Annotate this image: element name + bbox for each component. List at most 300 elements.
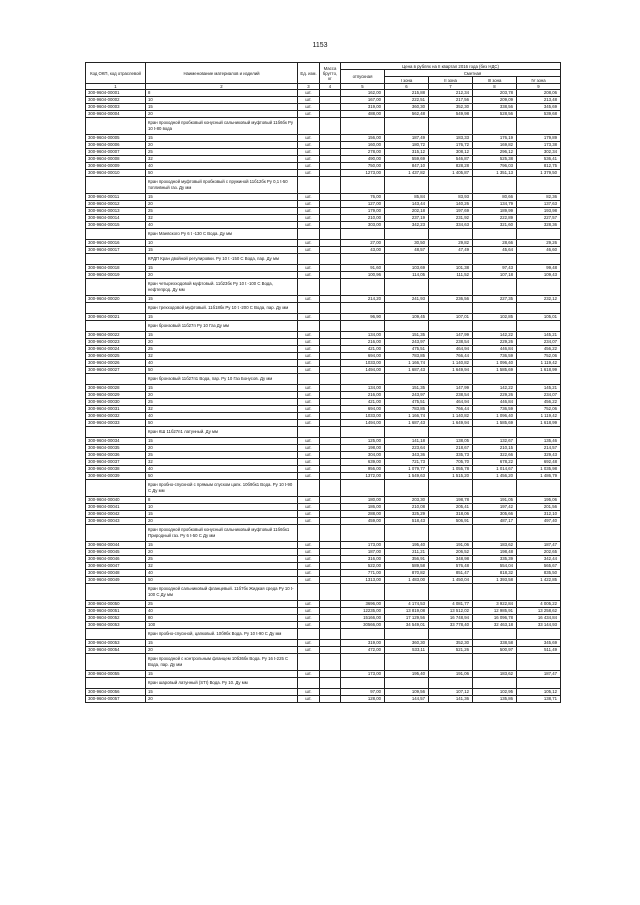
cell-code: 300-9604-00046 — [86, 556, 146, 563]
cell-unit: шт. — [298, 149, 320, 156]
cell-code: 300-9604-00027 — [86, 367, 146, 374]
cell-code: 300-9604-00051 — [86, 608, 146, 615]
cell-mass — [320, 563, 341, 570]
cell-zone3-price: 132,67 — [473, 438, 517, 445]
cell-zone1-price: 1 079,77 — [385, 466, 429, 473]
cell-zone4-price: 33 144,93 — [517, 622, 561, 629]
cell-size: 15 — [146, 438, 298, 445]
cell-code: 300-9604-00057 — [86, 696, 146, 703]
table-row — [86, 563, 561, 570]
cell-zone3-price: 678,22 — [473, 459, 517, 466]
cell-size: 15 — [146, 296, 298, 303]
cell-unit: шт. — [298, 473, 320, 480]
cell-size: 40 — [146, 413, 298, 420]
cell-zone3-price: 1 096,40 — [473, 413, 517, 420]
cell-release-price: 304,00 — [341, 452, 385, 459]
cell-zone4-price: 232,12 — [517, 296, 561, 303]
cell-unit: шт. — [298, 346, 320, 353]
cell-zone1-price: 1 687,43 — [385, 367, 429, 374]
cell-release-price: 1273,00 — [341, 170, 385, 177]
cell-unit: шт. — [298, 215, 320, 222]
cell-code: 300-9604-00035 — [86, 445, 146, 452]
cell-code: 300-9604-00005 — [86, 135, 146, 142]
cell-zone1-price: 215,88 — [385, 90, 429, 97]
cell-release-price: 173,00 — [341, 671, 385, 678]
cell-zone2-price: 546,87 — [429, 156, 473, 163]
table-row — [86, 549, 561, 556]
cell-release-price: 76,00 — [341, 194, 385, 201]
cell-zone2-price: 308,12 — [429, 149, 473, 156]
table-row — [86, 452, 561, 459]
section-description-row — [86, 654, 561, 671]
cell-unit: шт. — [298, 135, 320, 142]
cell-release-price: 97,00 — [341, 689, 385, 696]
cell-zone4-price: 187,47 — [517, 671, 561, 678]
cell-mass — [320, 97, 341, 104]
cell-zone1-price: 195,40 — [385, 542, 429, 549]
cell-size: 80 — [146, 615, 298, 622]
cell-zone2-price: 334,63 — [429, 222, 473, 229]
section-description-row — [86, 254, 561, 265]
cell-release-price: 316,00 — [341, 556, 385, 563]
cell-zone4-price: 511,49 — [517, 647, 561, 654]
col-number: 9 — [517, 84, 561, 90]
table-row — [86, 272, 561, 279]
cell-zone2-price: 1 140,82 — [429, 360, 473, 367]
cell-zone2-price: 197,69 — [429, 208, 473, 215]
cell-zone1-price: 202,18 — [385, 208, 429, 215]
cell-unit: шт. — [298, 563, 320, 570]
table-row — [86, 466, 561, 473]
cell-mass — [320, 332, 341, 339]
cell-code: 300-9604-00033 — [86, 420, 146, 427]
cell-release-price: 303,00 — [341, 222, 385, 229]
table-row — [86, 353, 561, 360]
cell-mass — [320, 339, 341, 346]
cell-zone4-price: 1 422,85 — [517, 577, 561, 584]
cell-zone1-price: 34 549,01 — [385, 622, 429, 629]
cell-code: 300-9604-00001 — [86, 90, 146, 97]
cell-zone1-price: 243,97 — [385, 392, 429, 399]
cell-zone3-price: 1 585,69 — [473, 420, 517, 427]
cell-code: 300-9604-00055 — [86, 671, 146, 678]
cell-zone4-price: 137,63 — [517, 201, 561, 208]
cell-zone4-price: 99,48 — [517, 265, 561, 272]
cell-mass — [320, 549, 341, 556]
cell-code: 300-9604-00008 — [86, 156, 146, 163]
cell-zone2-price: 766,44 — [429, 406, 473, 413]
cell-mass — [320, 201, 341, 208]
cell-release-price: 1494,00 — [341, 420, 385, 427]
cell-release-price: 490,00 — [341, 156, 385, 163]
cell-zone1-price: 241,93 — [385, 296, 429, 303]
cell-unit: шт. — [298, 265, 320, 272]
table-row — [86, 156, 561, 163]
cell-zone4-price: 456,22 — [517, 346, 561, 353]
cell-zone3-price: 191,05 — [473, 497, 517, 504]
col-number: 2 — [146, 84, 298, 90]
table-row — [86, 194, 561, 201]
cell-zone3-price: 1 351,13 — [473, 170, 517, 177]
header-mass: Масса брутто, кг — [320, 63, 341, 84]
cell-unit: шт. — [298, 696, 320, 703]
cell-mass — [320, 360, 341, 367]
cell-mass — [320, 149, 341, 156]
cell-mass — [320, 615, 341, 622]
cell-zone4-price: 539,68 — [517, 111, 561, 118]
section-description: Кран проходной муфтовый пробковый с пружиной 11б12бк Ру 0,1 t-50 топливный газ. Ду мм — [146, 177, 298, 194]
table-row — [86, 601, 561, 608]
cell-mass — [320, 570, 341, 577]
cell-zone4-price: 835,50 — [517, 570, 561, 577]
cell-unit: шт. — [298, 466, 320, 473]
cell-mass — [320, 577, 341, 584]
cell-release-price: 288,00 — [341, 511, 385, 518]
cell-size: 15 — [146, 542, 298, 549]
cell-code: 300-9604-00025 — [86, 353, 146, 360]
cell-zone2-price: 147,99 — [429, 385, 473, 392]
cell-unit: шт. — [298, 353, 320, 360]
cell-zone1-price: 143,44 — [385, 201, 429, 208]
cell-size: 32 — [146, 156, 298, 163]
cell-zone4-price: 208,06 — [517, 90, 561, 97]
cell-mass — [320, 420, 341, 427]
cell-unit: шт. — [298, 392, 320, 399]
cell-code: 300-9604-00045 — [86, 549, 146, 556]
cell-code: 300-9604-00026 — [86, 360, 146, 367]
cell-size: 32 — [146, 215, 298, 222]
cell-zone4-price: 179,89 — [517, 135, 561, 142]
cell-mass — [320, 399, 341, 406]
cell-zone4-price: 202,65 — [517, 549, 561, 556]
cell-release-price: 750,00 — [341, 163, 385, 170]
cell-zone1-price: 211,21 — [385, 549, 429, 556]
table-row — [86, 97, 561, 104]
cell-release-price: 134,00 — [341, 332, 385, 339]
cell-zone2-price: 464,94 — [429, 346, 473, 353]
cell-code: 300-9604-00031 — [86, 406, 146, 413]
cell-size: 50 — [146, 473, 298, 480]
cell-zone3-price: 198,48 — [473, 549, 517, 556]
cell-zone2-price: 506,91 — [429, 518, 473, 525]
cell-zone1-price: 342,23 — [385, 222, 429, 229]
table-row — [86, 556, 561, 563]
cell-unit: шт. — [298, 615, 320, 622]
col-number: 1 — [86, 84, 146, 90]
cell-code: 300-9604-00028 — [86, 385, 146, 392]
table-row — [86, 111, 561, 118]
cell-size: 25 — [146, 452, 298, 459]
cell-mass — [320, 542, 341, 549]
section-description-row — [86, 118, 561, 135]
cell-release-price: 160,00 — [341, 142, 385, 149]
cell-unit: шт. — [298, 542, 320, 549]
cell-zone3-price: 305,66 — [473, 511, 517, 518]
cell-size: 40 — [146, 222, 298, 229]
cell-zone1-price: 783,85 — [385, 406, 429, 413]
cell-zone1-price: 4 174,53 — [385, 601, 429, 608]
cell-mass — [320, 518, 341, 525]
cell-release-price: 1033,00 — [341, 413, 385, 420]
cell-code: 300-9604-00015 — [86, 222, 146, 229]
cell-code: 300-9604-00053 — [86, 622, 146, 629]
cell-unit: шт. — [298, 497, 320, 504]
cell-zone3-price: 335,39 — [473, 556, 517, 563]
cell-mass — [320, 194, 341, 201]
cell-zone4-price: 187,47 — [517, 542, 561, 549]
cell-mass — [320, 438, 341, 445]
cell-zone4-price: 82,36 — [517, 194, 561, 201]
section-description: Кран проходной пробковый конусный сальниковый муфтовый 11б6бк Ру 10 t-80 вода — [146, 118, 298, 135]
cell-zone4-price: 342,44 — [517, 556, 561, 563]
cell-code: 300-9604-00042 — [86, 511, 146, 518]
cell-size: 32 — [146, 353, 298, 360]
section-description-row — [86, 279, 561, 296]
cell-code: 300-9604-00032 — [86, 413, 146, 420]
cell-zone3-price: 142,22 — [473, 385, 517, 392]
cell-zone2-price: 335,73 — [429, 452, 473, 459]
cell-size: 25 — [146, 399, 298, 406]
cell-release-price: 472,00 — [341, 647, 385, 654]
cell-zone2-price: 83,93 — [429, 194, 473, 201]
cell-zone1-price: 203,30 — [385, 497, 429, 504]
cell-zone2-price: 101,38 — [429, 265, 473, 272]
table-row — [86, 518, 561, 525]
section-description-row — [86, 629, 561, 640]
cell-zone3-price: 525,38 — [473, 156, 517, 163]
cell-zone2-price: 183,33 — [429, 135, 473, 142]
header-unit: Ед. изм. — [298, 63, 320, 84]
cell-size: 50 — [146, 367, 298, 374]
cell-zone3-price: 321,60 — [473, 222, 517, 229]
cell-size: 20 — [146, 201, 298, 208]
cell-zone3-price: 209,09 — [473, 97, 517, 104]
cell-zone4-price: 565,67 — [517, 563, 561, 570]
table-row — [86, 90, 561, 97]
cell-zone1-price: 222,51 — [385, 97, 429, 104]
cell-mass — [320, 497, 341, 504]
cell-unit: шт. — [298, 156, 320, 163]
cell-zone3-price: 12 985,91 — [473, 608, 517, 615]
cell-size: 40 — [146, 608, 298, 615]
table-row — [86, 438, 561, 445]
cell-code: 300-9604-00049 — [86, 577, 146, 584]
cell-unit: шт. — [298, 570, 320, 577]
section-description-row — [86, 678, 561, 689]
cell-code: 300-9604-00029 — [86, 392, 146, 399]
cell-unit: шт. — [298, 622, 320, 629]
table-row — [86, 360, 561, 367]
cell-release-price: 96,90 — [341, 314, 385, 321]
cell-code: 300-9604-00007 — [86, 149, 146, 156]
table-row — [86, 296, 561, 303]
cell-zone3-price: 736,59 — [473, 353, 517, 360]
cell-zone4-price: 234,07 — [517, 339, 561, 346]
cell-mass — [320, 142, 341, 149]
cell-zone3-price: 102,85 — [473, 314, 517, 321]
cell-zone2-price: 236,56 — [429, 296, 473, 303]
cell-zone4-price: 105,12 — [517, 689, 561, 696]
cell-code: 300-9604-00014 — [86, 215, 146, 222]
cell-zone1-price: 195,40 — [385, 671, 429, 678]
cell-zone1-price: 783,85 — [385, 353, 429, 360]
cell-zone2-price: 238,54 — [429, 339, 473, 346]
cell-size: 50 — [146, 170, 298, 177]
cell-zone2-price: 1 055,78 — [429, 466, 473, 473]
table-row — [86, 473, 561, 480]
cell-unit: шт. — [298, 97, 320, 104]
cell-mass — [320, 556, 341, 563]
cell-zone4-price: 109,43 — [517, 272, 561, 279]
table-row — [86, 170, 561, 177]
section-description: КРДП Кран двойной регулировки. Ру 10 t -150 С Вода, пар. Ду мм — [146, 254, 298, 265]
cell-zone2-price: 205,41 — [429, 504, 473, 511]
cell-mass — [320, 314, 341, 321]
cell-zone3-price: 554,04 — [473, 563, 517, 570]
cell-zone3-price: 16 096,78 — [473, 615, 517, 622]
cell-code: 300-9604-00052 — [86, 615, 146, 622]
cell-zone3-price: 338,56 — [473, 104, 517, 111]
cell-mass — [320, 208, 341, 215]
cell-zone1-price: 210,08 — [385, 504, 429, 511]
cell-zone2-price: 766,44 — [429, 353, 473, 360]
header-zone-2: II зона — [429, 77, 473, 84]
table-row — [86, 392, 561, 399]
cell-mass — [320, 367, 341, 374]
cell-zone3-price: 45,64 — [473, 247, 517, 254]
cell-size: 10 — [146, 504, 298, 511]
cell-size: 15 — [146, 314, 298, 321]
cell-code: 300-9604-00013 — [86, 208, 146, 215]
table-row — [86, 570, 561, 577]
cell-unit: шт. — [298, 647, 320, 654]
cell-zone4-price: 16 434,84 — [517, 615, 561, 622]
cell-release-price: 522,00 — [341, 563, 385, 570]
cell-mass — [320, 296, 341, 303]
cell-zone2-price: 191,06 — [429, 671, 473, 678]
cell-zone4-price: 138,71 — [517, 696, 561, 703]
table-row — [86, 406, 561, 413]
cell-zone1-price: 343,36 — [385, 452, 429, 459]
cell-zone2-price: 1 405,87 — [429, 170, 473, 177]
cell-unit: шт. — [298, 314, 320, 321]
cell-size: 50 — [146, 577, 298, 584]
cell-code: 300-9604-00004 — [86, 111, 146, 118]
cell-zone4-price: 1 486,79 — [517, 473, 561, 480]
cell-mass — [320, 135, 341, 142]
cell-release-price: 156,00 — [341, 135, 385, 142]
cell-mass — [320, 170, 341, 177]
cell-code: 300-9604-00050 — [86, 601, 146, 608]
cell-zone1-price: 187,49 — [385, 135, 429, 142]
header-name: Наименование материалов и изделий — [146, 63, 298, 84]
cell-zone2-price: 217,56 — [429, 97, 473, 104]
cell-code: 300-9604-00022 — [86, 332, 146, 339]
table-row — [86, 163, 561, 170]
cell-unit: шт. — [298, 413, 320, 420]
header-release: отпускная — [341, 70, 385, 84]
cell-zone2-price: 521,26 — [429, 647, 473, 654]
cell-unit: шт. — [298, 601, 320, 608]
cell-code: 300-9604-00043 — [86, 518, 146, 525]
cell-mass — [320, 163, 341, 170]
cell-zone4-price: 312,10 — [517, 511, 561, 518]
cell-code: 300-9604-00006 — [86, 142, 146, 149]
table-row — [86, 511, 561, 518]
cell-zone1-price: 847,10 — [385, 163, 429, 170]
cell-zone2-price: 1 140,82 — [429, 413, 473, 420]
cell-size: 20 — [146, 518, 298, 525]
cell-unit: шт. — [298, 640, 320, 647]
table-row — [86, 215, 561, 222]
cell-zone2-price: 206,52 — [429, 549, 473, 556]
cell-code: 300-9604-00020 — [86, 296, 146, 303]
cell-mass — [320, 392, 341, 399]
cell-mass — [320, 445, 341, 452]
table-row — [86, 640, 561, 647]
cell-code: 300-9604-00011 — [86, 194, 146, 201]
cell-code: 300-9604-00039 — [86, 473, 146, 480]
cell-unit: шт. — [298, 360, 320, 367]
cell-zone1-price: 518,43 — [385, 518, 429, 525]
cell-zone4-price: 29,26 — [517, 240, 561, 247]
table-row — [86, 420, 561, 427]
cell-unit: шт. — [298, 194, 320, 201]
cell-release-price: 127,00 — [341, 201, 385, 208]
cell-size: 20 — [146, 392, 298, 399]
cell-unit: шт. — [298, 367, 320, 374]
cell-mass — [320, 511, 341, 518]
cell-zone2-price: 828,28 — [429, 163, 473, 170]
cell-zone4-price: 1 618,99 — [517, 420, 561, 427]
table-row — [86, 247, 561, 254]
table-body — [86, 90, 561, 703]
cell-mass — [320, 222, 341, 229]
cell-zone1-price: 48,57 — [385, 247, 429, 254]
cell-zone2-price: 1 649,94 — [429, 420, 473, 427]
cell-mass — [320, 466, 341, 473]
cell-mass — [320, 622, 341, 629]
cell-zone4-price: 345,69 — [517, 104, 561, 111]
cell-zone3-price: 818,32 — [473, 570, 517, 577]
cell-zone3-price: 296,12 — [473, 149, 517, 156]
cell-code: 300-9604-00030 — [86, 399, 146, 406]
cell-code: 300-9604-00019 — [86, 272, 146, 279]
cell-unit: шт. — [298, 332, 320, 339]
section-description-row — [86, 584, 561, 601]
cell-unit: шт. — [298, 671, 320, 678]
cell-zone2-price: 218,67 — [429, 445, 473, 452]
cell-code: 300-9604-00041 — [86, 504, 146, 511]
table-row — [86, 149, 561, 156]
cell-zone1-price: 1 483,00 — [385, 577, 429, 584]
cell-size: 15 — [146, 640, 298, 647]
cell-mass — [320, 385, 341, 392]
cell-size: 25 — [146, 149, 298, 156]
cell-zone1-price: 360,30 — [385, 640, 429, 647]
cell-release-price: 421,00 — [341, 346, 385, 353]
cell-release-price: 210,00 — [341, 215, 385, 222]
cell-zone4-price: 302,34 — [517, 149, 561, 156]
table-row — [86, 208, 561, 215]
cell-code: 300-9604-00024 — [86, 346, 146, 353]
cell-release-price: 187,00 — [341, 549, 385, 556]
cell-unit: шт. — [298, 104, 320, 111]
cell-size: 25 — [146, 208, 298, 215]
cell-size: 15 — [146, 332, 298, 339]
header-zone-4: IV зона — [517, 77, 561, 84]
cell-unit: шт. — [298, 549, 320, 556]
